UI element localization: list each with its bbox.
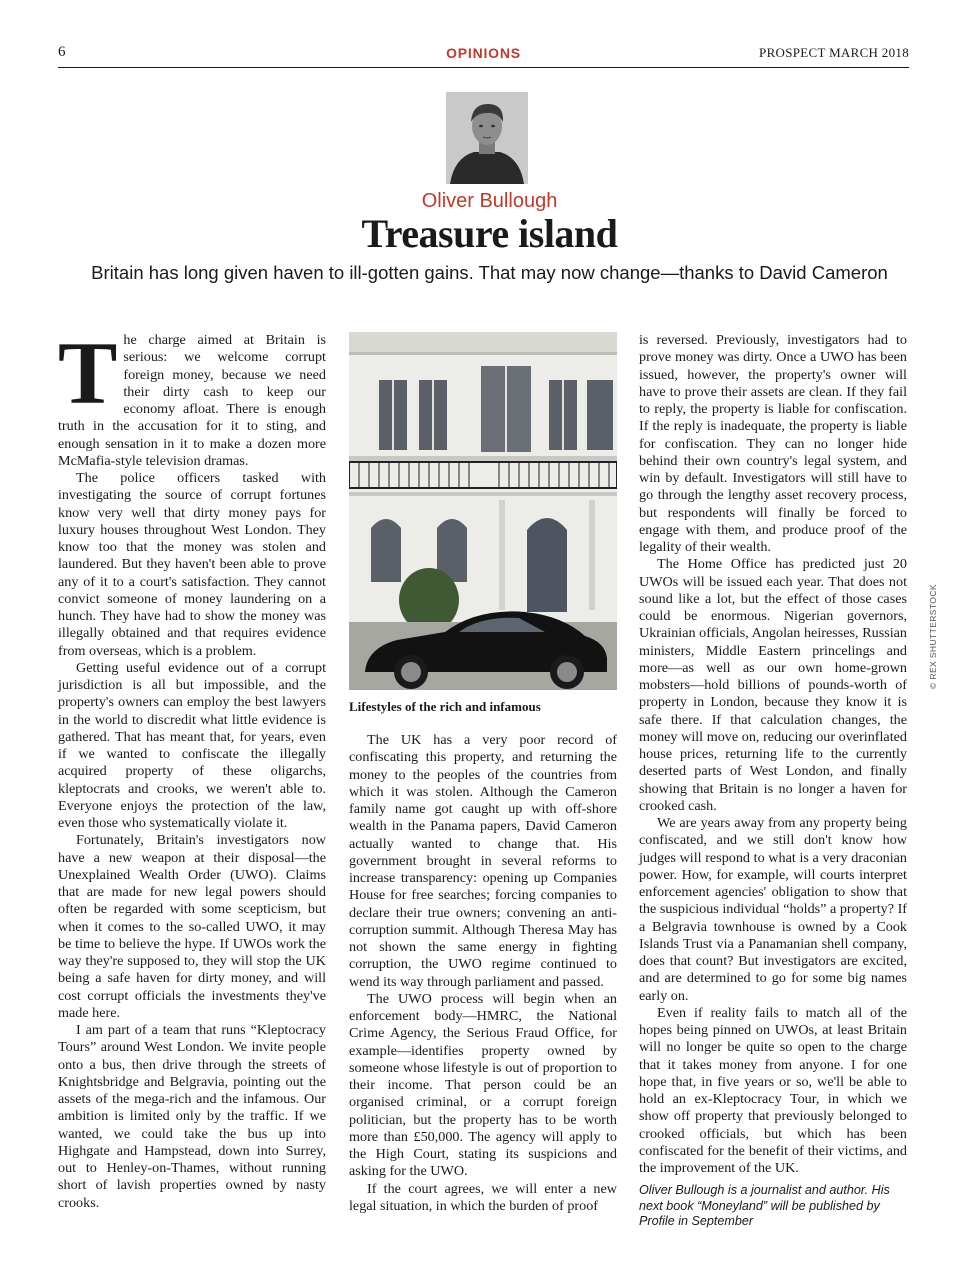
paragraph: Getting useful evidence out of a corrupt jurisdiction is all but impossible, and the property's owners can employ the best lawyers in the world to discredit what little evidence is gathered. That has meant that, for years, even if we wanted to confiscate the illegally acquired property of these oligarchs, kleptocrats and crooks, we weren't able to. Everyone enjoys the protection of the law, even those who systematically violate it.: [58, 659, 326, 831]
paragraph: is reversed. Previously, investigators had to prove money was dirty. Once a UWO has been issued, however, the property's owner will have to prove their assets are clean. If they fail to reply, the property is liable for confiscation. If the reply is inadequate, the property is liable for confiscation. They can no longer hide behind their own country's legal system, and win by default. Investigators will still have to go through the lengthy asset recovery process, but respondents will finally be forced to engage with them, and produce proof of the legality of their wealth.: [639, 332, 907, 555]
paragraph: I am part of a team that runs “Kleptocracy Tours” around West London. We invite people onto a bus, then drive through the streets of Knightsbridge and Belgravia, pointing out the assets of the mega-rich and the infamous. Our ambition is limited only by the traffic. If we wanted, we could take the bus up into Highgate and Hampstead, down into Surrey, out to Henley-on-Thames, without running short of lavish properties owned by nasty crooks.: [58, 1022, 326, 1211]
drop-cap: T: [58, 325, 118, 423]
paragraph: he charge aimed at Britain is serious: we welcome corrupt foreign money, because we need their dirty cash to keep our economy afloat. There is enough truth in the accusation for it to sting, and enough sensation in it to make a dozen more McMafia-style television dramas.: [58, 332, 326, 469]
column-2: [349, 732, 617, 1215]
photo-credit: © REX SHUTTERSTOCK: [928, 584, 938, 689]
page-number: 6: [58, 44, 66, 60]
house-photo: [349, 332, 617, 690]
publication-date: PROSPECT MARCH 2018: [759, 45, 909, 60]
header-rule: [58, 67, 909, 68]
paragraph: The police officers tasked with investigating the source of corrupt fortunes know very well that dirty money pays for luxury houses throughout West London. They know too that the money was stolen and laundered. But they haven't been able to prove any of it to a court's satisfaction. They cannot convict someone of money laundering on a hunch. They have had to show the money was illegally obtained and that requires evidence from overseas, which is a problem.: [58, 470, 326, 659]
column-1: [58, 325, 326, 1212]
paragraph: We are years away from any property being confiscated, and we still don't know how judges will respond to what is a very draconian power. How, for example, will courts interpret enforcement agencies' obligation to show that the suspicious individual “holds” a property? If a Belgravia townhouse is owned by a Cook Islands Trust via a Panamanian shell company, does that count? But investigators are excited, and are determined to go for some big names early on.: [639, 815, 907, 1004]
author-bio: Oliver Bullough is a journalist and author. His next book “Moneyland” will be published by Profile in September: [639, 1183, 890, 1229]
paragraph: The UWO process will begin when an enforcement body—HMRC, the National Crime Agency, the Serious Fraud Office, for example—identifies property owned by someone whose lifestyle is out of proportion to their income. That person could be an organised criminal, or a corrupt foreign politician, but the property has to be worth more than £50,000. The agency will apply to the High Court, stating its suspicions and asking for the UWO.: [349, 990, 617, 1180]
column-3: [639, 332, 907, 1230]
photo-caption: Lifestyles of the rich and infamous: [349, 699, 541, 714]
house-photo-graphic: [349, 332, 617, 690]
article-title: Treasure island: [361, 211, 618, 256]
paragraph: The UK has a very poor record of confiscating this property, and returning the money to the peoples of the countries from which it was stolen. Although the Cameron family name got caught up with off-shore wealth in the Panama papers, David Cameron actually wanted to change that. His government brought in several reforms to increase transparency: opening up Companies House for free searches; forcing companies to declare their true owners; convening an anti-corruption summit. Although Theresa May has not shown the same energy in fighting corruption, the UWO regime continued to wend its way through parliament and passed.: [349, 732, 617, 990]
section-label: OPINIONS: [446, 45, 521, 61]
author-portrait-graphic: [446, 92, 528, 184]
paragraph: Even if reality fails to match all of the hopes being pinned on UWOs, at least Britain will no longer be quite so open to the charge that it takes money from anyone. I for one hope that, in five years or so, we'll be able to hold an ex-Kleptocracy Tour, in which we show off property that previously belonged to crooked officials, but which has been confiscated for the benefit of their victims, and the improvement of the UK.: [639, 1004, 907, 1176]
page-header: [58, 44, 909, 64]
author-portrait: [446, 92, 528, 184]
paragraph: If the court agrees, we will enter a new legal situation, in which the burden of proof: [349, 1180, 617, 1214]
article-standfirst: Britain has long given haven to ill-gotten gains. That may now change—thanks to David Cameron: [91, 262, 888, 283]
author-name: Oliver Bullough: [421, 190, 558, 212]
paragraph: The Home Office has predicted just 20 UWOs will be issued each year. That does not sound like a lot, but the effect of those cases could be enormous. Nigerian governors, Ukrainian officials, Angolan heiresses, Russian ministers, Middle Eastern princelings and more—as well as our own home-grown mobsters—hold billions of pounds-worth of property in London, because they know it is safe there. If that calculation changes, the money will move on, reducing our overinflated house prices, returning life to the currently deserted parts of West London, and finally showing that Britain is no longer a haven for crooked cash.: [639, 556, 907, 814]
paragraph: Fortunately, Britain's investigators now have a new weapon at their disposal—the Unexplained Wealth Order (UWO). Claims that are made for new legal powers should often be regarded with some scepticism, but when it comes to the so-called UWO, it may be time to believe the hype. If UWOs work the way they're supposed to, they will stop the UK being a safe haven for dirty money, and will cost corrupt officials the investments they've made here.: [58, 832, 326, 1021]
